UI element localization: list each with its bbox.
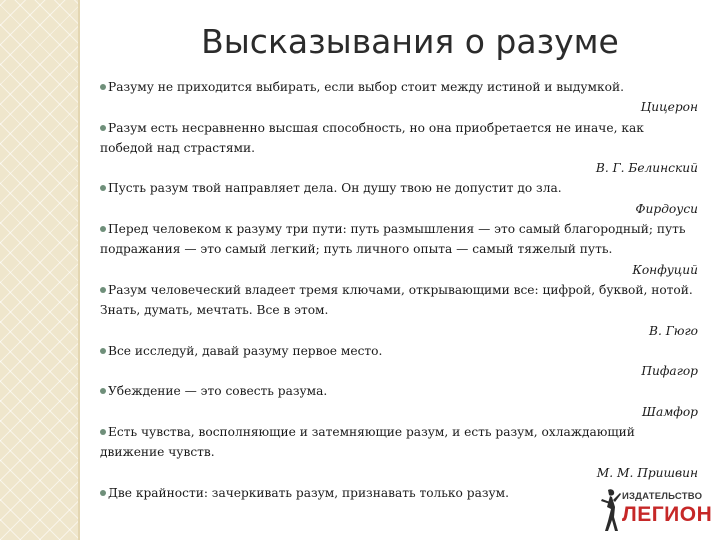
- logo-brand-name: ЛЕГИОН: [622, 503, 713, 526]
- bullet-icon: [100, 348, 106, 354]
- quote-item: [100, 118, 698, 179]
- side-panel-border: [78, 0, 80, 540]
- quote-text: Пусть разум твой направляет дела. Он душу твою не допустит до зла.: [108, 181, 562, 196]
- quote-author: Фирдоуси: [635, 201, 698, 216]
- decorative-side-panel: [0, 0, 80, 540]
- quote-author: В. Г. Белинский: [595, 161, 698, 176]
- quote-item: [100, 341, 698, 382]
- quote-item: [100, 422, 698, 483]
- bullet-icon: [100, 429, 106, 435]
- quote-text: Разум человеческий владеет тремя ключами, открывающими все: цифрой, буквой, нотой. Знать, думать, мечтать. Все в этом.: [100, 282, 693, 318]
- quote-text: Разуму не приходится выбирать, если выбор стоит между истиной и выдумкой.: [108, 80, 624, 94]
- legionnaire-figure-icon: [598, 487, 622, 533]
- quote-item: [100, 77, 698, 118]
- bullet-icon: [100, 185, 106, 191]
- bullet-icon: [100, 287, 106, 293]
- quote-item: [100, 178, 698, 219]
- quote-text: Все исследуй, давай разуму первое место.: [108, 343, 383, 358]
- quote-item: [100, 219, 698, 280]
- bullet-icon: [100, 226, 106, 232]
- quotes-list: [100, 77, 698, 503]
- quote-author: Шамфор: [642, 404, 698, 419]
- quote-text: Перед человеком к разуму три пути: путь размышления — это самый благородный; путь подражания — это самый легкий; путь личного опыта — самый тяжелый путь.: [100, 222, 686, 257]
- quote-author: М. М. Пришвин: [596, 465, 698, 480]
- quote-author: Конфуций: [632, 262, 698, 277]
- quote-text: Разум есть несравненно высшая способность, но она приобретается не иначе, как победой над страстями.: [100, 120, 644, 155]
- bullet-icon: [100, 490, 106, 496]
- quote-author: В. Гюго: [649, 323, 698, 338]
- quote-text: Две крайности: зачеркивать разум, признавать только разум.: [108, 485, 510, 500]
- quote-author: Цицерон: [640, 100, 698, 115]
- quote-text: Есть чувства, восполняющие и затемняющие разум, и есть разум, охлаждающий движение чувств.: [100, 425, 635, 460]
- bullet-icon: [100, 388, 106, 394]
- bullet-icon: [100, 84, 106, 90]
- bullet-icon: [100, 125, 106, 131]
- quote-author: Пифагор: [641, 364, 698, 379]
- slide-title: Высказывания о разуме: [201, 22, 619, 61]
- publisher-logo: [598, 487, 716, 533]
- quote-item: [100, 280, 698, 341]
- quote-item: [100, 381, 698, 422]
- quote-text: Убеждение — это совесть разума.: [108, 384, 328, 399]
- logo-publisher-label: ИЗДАТЕЛЬСТВО: [622, 491, 703, 502]
